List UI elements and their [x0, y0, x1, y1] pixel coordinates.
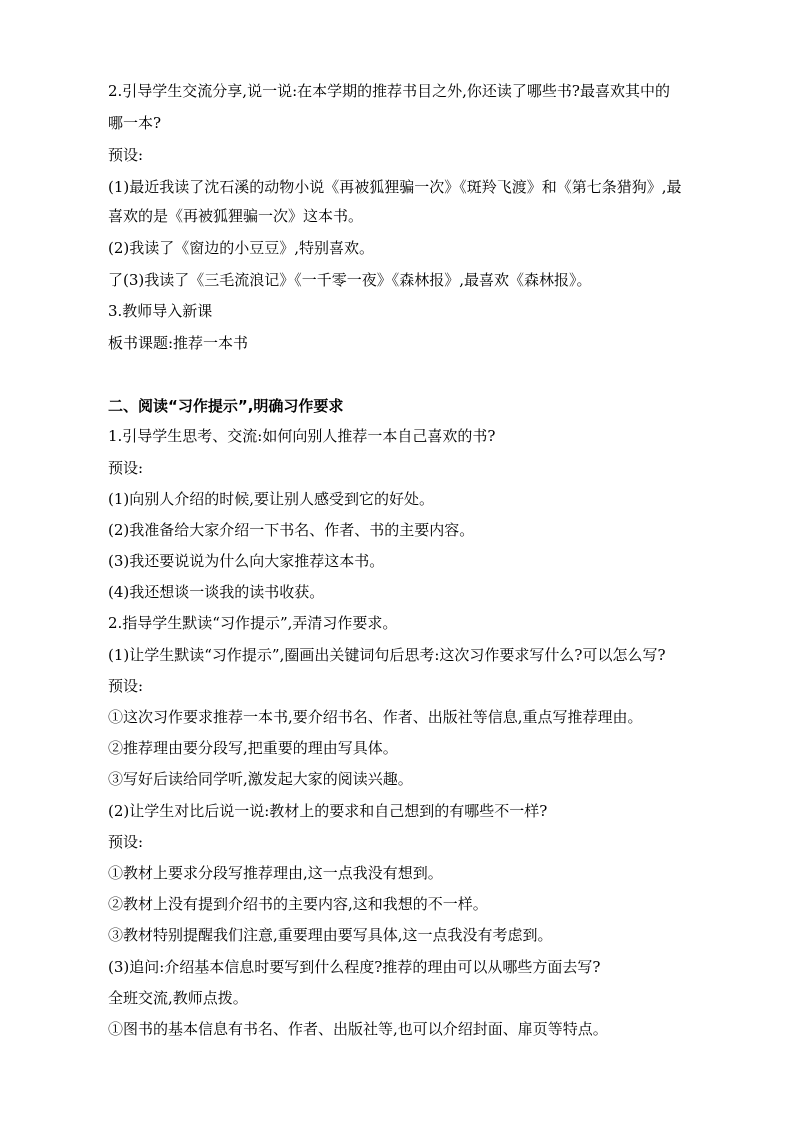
paragraph-line: ①这次习作要求推荐一本书,要介绍书名、作者、出版社等信息,重点写推荐理由。: [108, 708, 643, 726]
paragraph-line: (4)我还想谈一谈我的读书收获。: [108, 583, 325, 601]
paragraph-line: 喜欢的是《再被狐狸骗一次》这本书。: [108, 207, 364, 225]
paragraph-line: 预设:: [108, 833, 144, 851]
paragraph-line: ①教材上要求分段写推荐理由,这一点我没有想到。: [108, 864, 443, 882]
paragraph-line: ②教材上没有提到介绍书的主要内容,这和我想的不一样。: [108, 895, 488, 913]
paragraph-line: 1.引导学生思考、交流:如何向别人推荐一本自己喜欢的书?: [108, 427, 496, 445]
paragraph-line: 了(3)我读了《三毛流浪记》《一千零一夜》《森林报》,最喜欢《森林报》。: [108, 271, 592, 289]
paragraph-line: (1)向别人介绍的时候,要让别人感受到它的好处。: [108, 490, 435, 508]
paragraph-line: (3)我还要说说为什么向大家推荐这本书。: [108, 552, 385, 570]
paragraph-line: 预设:: [108, 459, 144, 477]
paragraph-line: (1)最近我读了沈石溪的动物小说《再被狐狸骗一次》《斑羚飞渡》和《第七条猎狗》,最: [108, 178, 682, 196]
paragraph-line: (1)让学生默读“习作提示”,圈画出关键词句后思考:这次习作要求写什么?可以怎么写?: [108, 646, 666, 664]
paragraph-line: 板书课题:推荐一本书: [108, 334, 249, 352]
paragraph-line: 预设:: [108, 146, 144, 164]
paragraph-line: 2.指导学生默读“习作提示”,弄清习作要求。: [108, 614, 398, 632]
section-heading: 二、阅读“习作提示”,明确习作要求: [108, 397, 344, 415]
paragraph-line: ②推荐理由要分段写,把重要的理由写具体。: [108, 739, 398, 757]
paragraph-line: ③教材特别提醒我们注意,重要理由要写具体,这一点我没有考虑到。: [108, 926, 553, 944]
paragraph-line: 哪一本?: [108, 114, 162, 132]
paragraph-line: (2)让学生对比后说一说:教材上的要求和自己想到的有哪些不一样?: [108, 802, 548, 820]
paragraph-line: (3)追问:介绍基本信息时要写到什么程度?推荐的理由可以从哪些方面去写?: [108, 958, 601, 976]
paragraph-line: ③写好后读给同学听,激发起大家的阅读兴趣。: [108, 770, 413, 788]
paragraph-line: ①图书的基本信息有书名、作者、出版社等,也可以介绍封面、扉页等特点。: [108, 1020, 608, 1038]
paragraph-line: 3.教师导入新课: [108, 302, 213, 320]
paragraph-line: (2)我读了《窗边的小豆豆》,特别喜欢。: [108, 239, 375, 257]
paragraph-line: (2)我准备给大家介绍一下书名、作者、书的主要内容。: [108, 521, 475, 539]
paragraph-line: 2.引导学生交流分享,说一说:在本学期的推荐书目之外,你还读了哪些书?最喜欢其中的: [108, 82, 670, 100]
paragraph-line: 全班交流,教师点拨。: [108, 989, 248, 1007]
paragraph-line: 预设:: [108, 677, 144, 695]
